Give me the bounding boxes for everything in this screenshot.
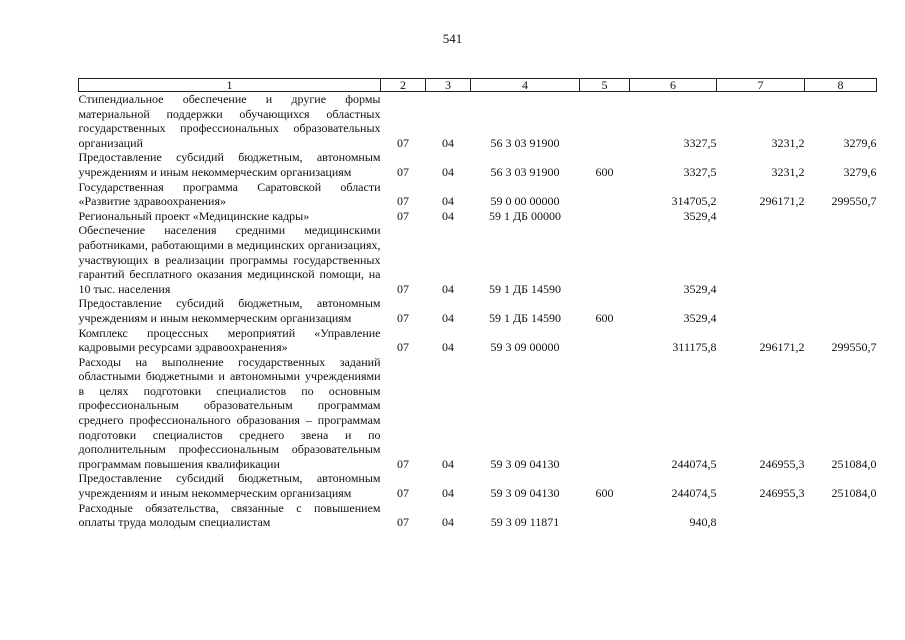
expense-type-code xyxy=(580,209,630,224)
column-header: 2 xyxy=(381,79,426,92)
expense-type-code xyxy=(580,326,630,355)
target-article-code: 59 1 ДБ 14590 xyxy=(488,281,562,296)
amount-year-2: 246955,3 xyxy=(759,456,805,471)
table-row xyxy=(79,150,877,179)
expense-type-code xyxy=(580,223,630,296)
row-description: Предоставление субсидий бюджетным, автономным учреждениям и иным некоммерческим организациям xyxy=(78,471,381,501)
table-row xyxy=(79,296,877,325)
amount-year-1: 940,8 xyxy=(689,515,717,530)
target-article-code: 56 3 03 91900 xyxy=(490,164,560,179)
target-article-code: 59 1 ДБ 14590 xyxy=(488,310,562,325)
table-row xyxy=(79,471,877,500)
subsection-code: 04 xyxy=(442,164,454,179)
subsection-code: 04 xyxy=(442,486,454,501)
amount-year-3 xyxy=(805,209,877,224)
table-row xyxy=(79,180,877,209)
amount-year-1: 244074,5 xyxy=(671,456,717,471)
target-article-code: 59 1 ДБ 00000 xyxy=(488,208,562,223)
amount-year-3: 251084,0 xyxy=(831,456,877,471)
target-article-code: 59 0 00 00000 xyxy=(490,194,560,209)
subsection-code: 04 xyxy=(442,456,454,471)
section-code: 07 xyxy=(397,486,409,501)
table-row xyxy=(79,326,877,355)
section-code: 07 xyxy=(397,281,409,296)
amount-year-1: 3529,4 xyxy=(683,310,717,325)
column-header: 5 xyxy=(580,79,630,92)
amount-year-1: 314705,2 xyxy=(671,194,717,209)
column-header: 1 xyxy=(79,79,381,92)
amount-year-2 xyxy=(717,223,805,296)
expense-type-code: 600 xyxy=(595,310,614,325)
section-code: 07 xyxy=(397,194,409,209)
section-code: 07 xyxy=(397,164,409,179)
amount-year-3 xyxy=(805,223,877,296)
column-header: 6 xyxy=(630,79,717,92)
column-header: 3 xyxy=(426,79,471,92)
budget-table xyxy=(78,78,877,530)
section-code: 07 xyxy=(397,135,409,150)
section-code: 07 xyxy=(397,515,409,530)
expense-type-code: 600 xyxy=(595,164,614,179)
target-article-code: 59 3 09 11871 xyxy=(490,515,560,530)
subsection-code: 04 xyxy=(442,515,454,530)
subsection-code: 04 xyxy=(442,194,454,209)
target-article-code: 59 3 09 04130 xyxy=(490,456,560,471)
subsection-code: 04 xyxy=(442,135,454,150)
table-row xyxy=(79,501,877,530)
section-code: 07 xyxy=(397,208,409,223)
expense-type-code xyxy=(580,180,630,209)
table-row xyxy=(79,355,877,472)
row-description: Стипендиальное обеспечение и другие формы материальной поддержки обучающихся областных государственных профессиональных образовательных организаций xyxy=(78,92,381,150)
amount-year-1: 3529,4 xyxy=(683,208,717,223)
amount-year-3 xyxy=(805,296,877,325)
expense-type-code xyxy=(580,92,630,151)
header-row xyxy=(79,79,877,92)
subsection-code: 04 xyxy=(442,281,454,296)
amount-year-2 xyxy=(717,296,805,325)
page-number: 541 xyxy=(442,31,463,46)
amount-year-3 xyxy=(805,501,877,530)
amount-year-3: 251084,0 xyxy=(831,486,877,501)
amount-year-2 xyxy=(717,501,805,530)
row-description: Комплекс процессных мероприятий «Управление кадровыми ресурсами здравоохранения» xyxy=(78,325,381,355)
expense-type-code: 600 xyxy=(595,486,614,501)
amount-year-3: 3279,6 xyxy=(843,164,877,179)
amount-year-2 xyxy=(717,209,805,224)
amount-year-2: 296171,2 xyxy=(759,194,805,209)
amount-year-1: 311175,8 xyxy=(672,340,717,355)
row-description: Обеспечение населения средними медицинскими работниками, работающими в медицинских организациях, участвующих в реализации программы государственных гарантий бесплатного оказания медицинской помощи, на 10 тыс. населения xyxy=(78,223,381,296)
column-header: 7 xyxy=(717,79,805,92)
section-code: 07 xyxy=(397,340,409,355)
subsection-code: 04 xyxy=(442,310,454,325)
row-description: Предоставление субсидий бюджетным, автономным учреждениям и иным некоммерческим организациям xyxy=(78,296,381,325)
expense-type-code xyxy=(580,501,630,530)
expense-type-code xyxy=(580,355,630,472)
subsection-code: 04 xyxy=(442,340,454,355)
row-description: Государственная программа Саратовской области «Развитие здравоохранения» xyxy=(78,179,381,209)
amount-year-1: 3327,5 xyxy=(683,135,717,150)
table-row xyxy=(79,209,877,224)
amount-year-3: 299550,7 xyxy=(831,340,877,355)
target-article-code: 56 3 03 91900 xyxy=(490,135,560,150)
amount-year-1: 244074,5 xyxy=(671,486,717,501)
row-description: Расходы на выполнение государственных заданий областными бюджетными и автономными учреждениями в целях подготовки специалистов по основным профессиональным образовательным программам среднего профессионального образования – программам подготовки специалистов среднего звена и по дополнительным профессиональным образовательным программам повышения квалификации xyxy=(78,354,381,471)
target-article-code: 59 3 09 00000 xyxy=(490,340,560,355)
amount-year-2: 296171,2 xyxy=(759,340,805,355)
row-description: Предоставление субсидий бюджетным, автономным учреждениям и иным некоммерческим организациям xyxy=(78,150,381,179)
amount-year-1: 3327,5 xyxy=(683,164,717,179)
amount-year-3: 299550,7 xyxy=(831,194,877,209)
section-code: 07 xyxy=(397,456,409,471)
target-article-code: 59 3 09 04130 xyxy=(490,486,560,501)
section-code: 07 xyxy=(397,310,409,325)
amount-year-1: 3529,4 xyxy=(683,281,717,296)
table-row xyxy=(79,92,877,151)
row-description: Региональный проект «Медицинские кадры» xyxy=(78,208,310,223)
amount-year-3: 3279,6 xyxy=(843,135,877,150)
column-header: 8 xyxy=(805,79,877,92)
column-header: 4 xyxy=(471,79,580,92)
amount-year-2: 3231,2 xyxy=(771,164,805,179)
amount-year-2: 246955,3 xyxy=(759,486,805,501)
row-description: Расходные обязательства, связанные с повышением оплаты труда молодым специалистам xyxy=(78,500,381,530)
table-row xyxy=(79,223,877,296)
amount-year-2: 3231,2 xyxy=(771,135,805,150)
subsection-code: 04 xyxy=(442,208,454,223)
